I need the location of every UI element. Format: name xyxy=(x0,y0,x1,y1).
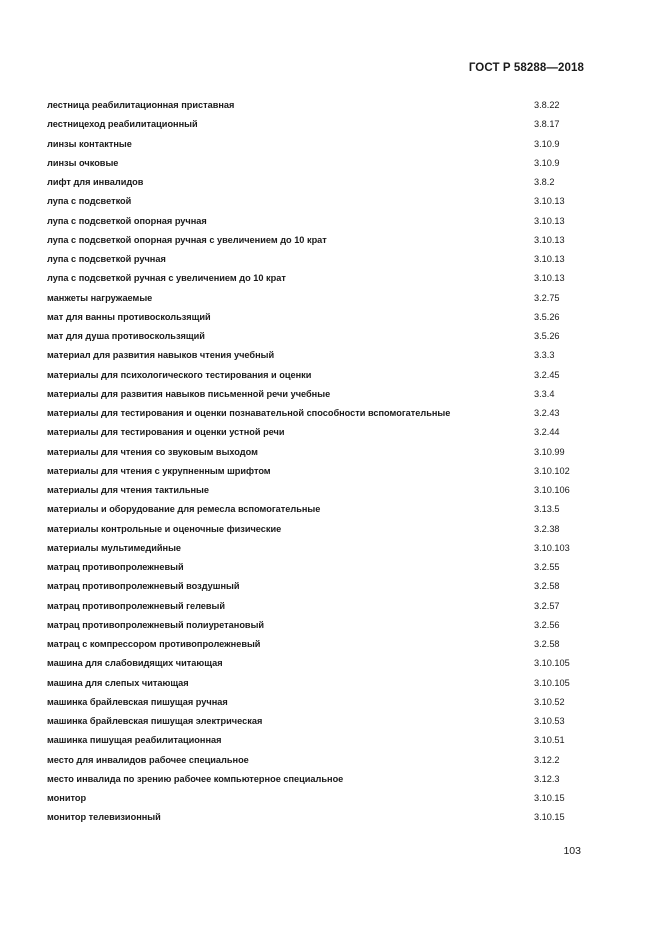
index-entry xyxy=(47,462,587,481)
index-entry xyxy=(47,96,587,115)
index-section-ref: 3.8.22 xyxy=(534,100,560,110)
index-entry xyxy=(47,212,587,231)
index-entry xyxy=(47,250,587,269)
index-term: машинка пишущая реабилитационная xyxy=(47,735,222,746)
index-term: материалы для чтения со звуковым выходом xyxy=(47,446,258,457)
index-term: машина для слепых читающая xyxy=(47,677,189,688)
index-entry xyxy=(47,115,587,134)
index-section-ref: 3.2.75 xyxy=(534,292,560,303)
index-entry xyxy=(47,308,587,327)
index-entry xyxy=(47,135,587,154)
index-entry xyxy=(47,327,587,346)
index-section-ref: 3.10.13 xyxy=(534,196,565,207)
index-entry xyxy=(47,539,587,558)
index-entry xyxy=(47,423,587,442)
index-section-ref: 3.10.102 xyxy=(534,465,570,476)
index-section-ref: 3.10.103 xyxy=(534,542,570,553)
index-section-ref: 3.5.26 xyxy=(534,311,560,322)
index-section-ref: 3.2.58 xyxy=(534,639,560,649)
index-term: манжеты нагружаемые xyxy=(47,292,153,303)
index-section-ref: 3.10.52 xyxy=(534,696,565,707)
document-standard-code: ГОСТ Р 58288—2018 xyxy=(468,62,584,74)
index-entry xyxy=(47,808,587,827)
index-section-ref: 3.8.2 xyxy=(534,177,555,187)
index-entry xyxy=(47,712,587,731)
index-term: лестницеход реабилитационный xyxy=(47,119,198,130)
index-section-ref: 3.10.106 xyxy=(534,485,570,495)
index-term: матрац противопролежневый полиуретановый xyxy=(47,619,265,630)
index-entry xyxy=(47,520,587,539)
index-entry xyxy=(47,231,587,250)
index-term: лестница реабилитационная приставная xyxy=(47,100,235,110)
index-entry xyxy=(47,770,587,789)
index-term: материалы контрольные и оценочные физические xyxy=(47,523,282,534)
index-entry xyxy=(47,404,587,423)
index-entry xyxy=(47,654,587,673)
index-term: лупа с подсветкой xyxy=(47,196,132,207)
index-section-ref: 3.2.43 xyxy=(534,408,560,418)
index-term: мат для душа противоскользящий xyxy=(47,331,205,341)
index-term: материалы мультимедийные xyxy=(47,542,182,553)
index-section-ref: 3.12.3 xyxy=(534,773,560,784)
index-entry xyxy=(47,269,587,288)
index-term: матрац с компрессором противопролежневый xyxy=(47,639,261,649)
index-entry xyxy=(47,597,587,616)
index-section-ref: 3.3.3 xyxy=(534,350,555,361)
page-number: 103 xyxy=(563,845,581,857)
index-section-ref: 3.3.4 xyxy=(534,388,555,399)
index-entry xyxy=(47,558,587,577)
index-section-ref: 3.10.13 xyxy=(534,234,565,245)
index-section-ref: 3.10.13 xyxy=(534,254,565,264)
index-section-ref: 3.2.58 xyxy=(534,581,560,592)
index-term: лупа с подсветкой опорная ручная с увеличением до 10 крат xyxy=(47,234,327,245)
index-term: материалы для чтения с укрупненным шрифтом xyxy=(47,465,271,476)
index-section-ref: 3.13.5 xyxy=(534,504,560,515)
index-term: материалы для тестирования и оценки познавательной способности вспомогательные xyxy=(47,408,451,418)
index-term: матрац противопролежневый xyxy=(47,562,184,572)
index-entry xyxy=(47,577,587,596)
index-section-ref: 3.2.45 xyxy=(534,369,560,380)
index-entry xyxy=(47,481,587,500)
index-entry xyxy=(47,346,587,365)
index-term: матрац противопролежневый воздушный xyxy=(47,581,240,592)
index-entry xyxy=(47,674,587,693)
index-section-ref: 3.10.9 xyxy=(534,157,560,168)
index-entry xyxy=(47,500,587,519)
index-section-ref: 3.2.57 xyxy=(534,600,560,611)
index-entry xyxy=(47,789,587,808)
term-index-list xyxy=(47,96,587,828)
index-entry xyxy=(47,289,587,308)
index-term: матрац противопролежневый гелевый xyxy=(47,600,226,611)
index-section-ref: 3.10.13 xyxy=(534,215,565,226)
index-entry xyxy=(47,731,587,750)
index-section-ref: 3.10.53 xyxy=(534,716,565,726)
index-section-ref: 3.2.38 xyxy=(534,523,560,534)
index-entry xyxy=(47,173,587,192)
index-section-ref: 3.10.99 xyxy=(534,446,565,457)
index-term: лупа с подсветкой ручная с увеличением до 10 крат xyxy=(47,273,286,284)
index-term: машина для слабовидящих читающая xyxy=(47,658,223,669)
index-section-ref: 3.10.105 xyxy=(534,677,570,688)
index-section-ref: 3.2.56 xyxy=(534,619,560,630)
index-section-ref: 3.8.17 xyxy=(534,119,560,130)
index-term: материалы для развития навыков письменной речи учебные xyxy=(47,388,331,399)
index-entry xyxy=(47,192,587,211)
index-term: материал для развития навыков чтения учебный xyxy=(47,350,275,361)
index-section-ref: 3.10.15 xyxy=(534,793,565,803)
index-section-ref: 3.2.55 xyxy=(534,562,560,572)
index-term: линзы контактные xyxy=(47,138,132,149)
index-entry xyxy=(47,443,587,462)
index-section-ref: 3.10.15 xyxy=(534,812,565,823)
index-section-ref: 3.12.2 xyxy=(534,754,560,765)
index-term: материалы и оборудование для ремесла вспомогательные xyxy=(47,504,321,515)
index-section-ref: 3.10.9 xyxy=(534,138,560,149)
index-entry xyxy=(47,366,587,385)
index-term: лупа с подсветкой ручная xyxy=(47,254,166,264)
index-section-ref: 3.2.44 xyxy=(534,427,560,438)
index-term: материалы для психологического тестирования и оценки xyxy=(47,369,312,380)
index-entry xyxy=(47,693,587,712)
index-entry xyxy=(47,154,587,173)
index-term: линзы очковые xyxy=(47,157,119,168)
index-section-ref: 3.5.26 xyxy=(534,331,560,341)
index-term: место для инвалидов рабочее специальное xyxy=(47,754,249,765)
index-term: монитор xyxy=(47,793,87,803)
index-term: место инвалида по зрению рабочее компьютерное специальное xyxy=(47,773,344,784)
index-term: лифт для инвалидов xyxy=(47,177,144,187)
index-term: машинка брайлевская пишущая ручная xyxy=(47,696,228,707)
index-section-ref: 3.10.51 xyxy=(534,735,565,746)
index-term: материалы для тестирования и оценки устной речи xyxy=(47,427,285,438)
index-term: монитор телевизионный xyxy=(47,812,161,823)
index-term: лупа с подсветкой опорная ручная xyxy=(47,215,207,226)
index-section-ref: 3.10.105 xyxy=(534,658,570,669)
index-section-ref: 3.10.13 xyxy=(534,273,565,284)
index-entry xyxy=(47,616,587,635)
index-entry xyxy=(47,635,587,654)
index-entry xyxy=(47,385,587,404)
index-term: материалы для чтения тактильные xyxy=(47,485,209,495)
index-entry xyxy=(47,751,587,770)
index-term: мат для ванны противоскользящий xyxy=(47,311,211,322)
index-term: машинка брайлевская пишущая электрическая xyxy=(47,716,263,726)
